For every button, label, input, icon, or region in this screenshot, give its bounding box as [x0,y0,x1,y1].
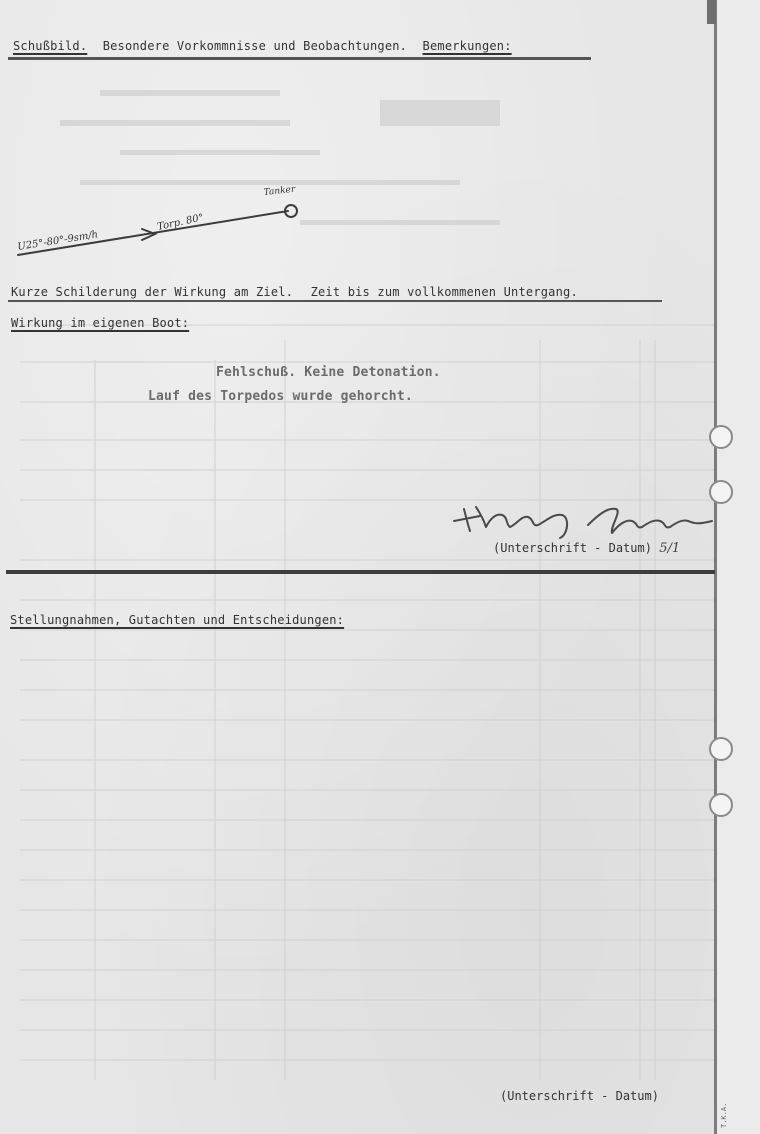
heading-stellungnahmen: Stellungnahmen, Gutachten und Entscheidungen: [10,613,345,627]
edge-mark [707,0,716,24]
torpedo-sketch-label: Torp. 80° [156,212,205,233]
punch-hole [709,737,733,761]
heading-underline [8,57,591,60]
page-margin-strip [717,0,760,1134]
remark-line-2: Lauf des Torpedos wurde gehorcht. [148,389,413,404]
archive-stamp: T.K.A. [720,1102,728,1128]
shot-sketch [0,180,340,260]
signature-date-caption-text: (Unterschrift - Datum) [493,541,652,555]
target-effect-heading [11,285,578,299]
target-sketch-label: Tanker [263,184,296,198]
heading-vorkommnisse: Besondere Vorkommnisse und Beobachtungen. [102,39,408,53]
signature-date-caption-1 [493,541,680,556]
target-effect-underline [8,300,662,302]
heading-schussbild: Schußbild. [13,39,88,53]
heading-zeit-bis-untergang: Zeit bis zum vollkommenen Untergang. [310,285,578,299]
punch-hole [709,793,733,817]
punch-hole [709,425,733,449]
handwritten-date-note: 5/1 [659,541,681,556]
shot-picture-heading [13,39,512,53]
opinions-heading [10,613,344,627]
own-boat-effect-heading [11,316,189,330]
own-boat-sketch-label: U25°-80°-9sm/h [16,229,99,253]
heading-kurze-schilderung: Kurze Schilderung der Wirkung am Ziel. [11,285,294,299]
signature-date-caption-2: (Unterschrift - Datum) [500,1089,659,1103]
remark-line-1: Fehlschuß. Keine Detonation. [216,365,441,380]
section-divider [6,570,715,574]
heading-bemerkungen: Bemerkungen: [422,39,512,53]
page-edge-line [714,0,717,1134]
handwritten-signature [450,495,720,540]
heading-wirkung-eigenes-boot: Wirkung im eigenen Boot: [11,316,190,330]
